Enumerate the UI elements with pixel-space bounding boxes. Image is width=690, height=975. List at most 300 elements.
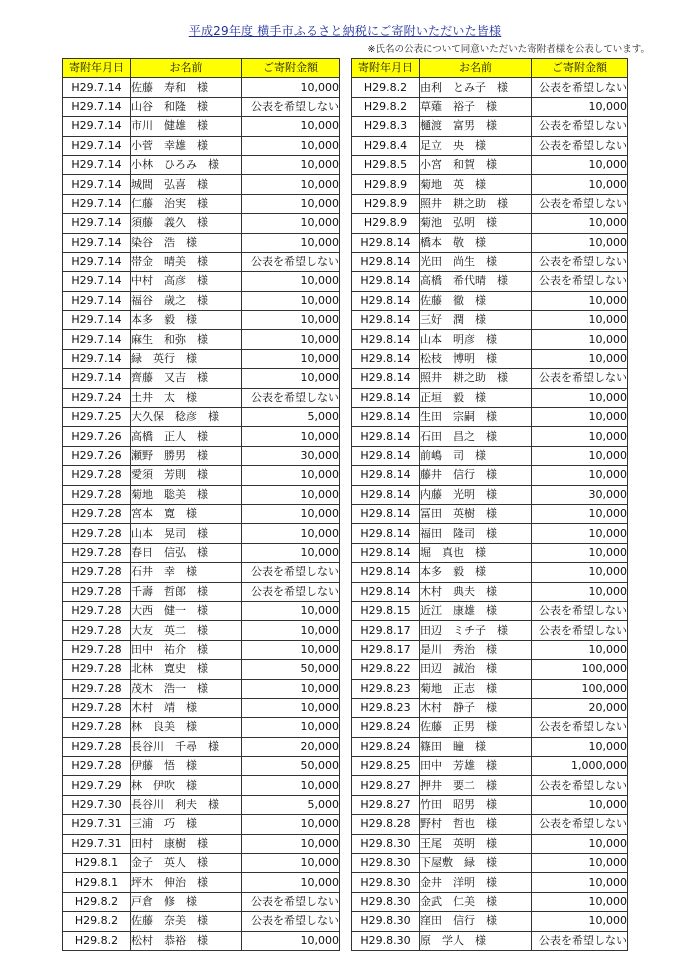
table-row [63,815,340,834]
donor-name: 藤井 信行 様 [420,466,532,485]
donation-amount: 100,000 [532,660,628,679]
donation-date: H29.7.28 [63,757,131,776]
donor-name: 緑 英行 様 [131,349,242,368]
table-row [63,272,340,291]
table-row [352,291,628,310]
donation-date: H29.8.14 [352,504,420,523]
donor-name: 本多 毅 様 [131,311,242,330]
donor-name: 茂木 浩一 様 [131,679,242,698]
donation-date: H29.8.24 [352,737,420,756]
table-row [63,718,340,737]
donor-name: 照井 耕之助 様 [420,369,532,388]
donation-amount: 10,000 [242,776,340,795]
table-row [352,214,628,233]
table-row [63,776,340,795]
table-row [63,369,340,388]
donation-amount: 10,000 [532,97,628,116]
table-row [352,524,628,543]
donation-amount: 10,000 [532,349,628,368]
donation-amount: 10,000 [532,834,628,853]
donor-name: 三浦 巧 様 [131,815,242,834]
donor-name: 帯金 晴美 様 [131,252,242,271]
table-row [63,873,340,892]
donation-amount: 10,000 [532,737,628,756]
table-row [63,466,340,485]
table-row [63,117,340,136]
donor-name: 橋本 敬 様 [420,233,532,252]
header-amount: ご寄附金額 [242,59,340,78]
donation-date: H29.7.14 [63,272,131,291]
table-row [63,834,340,853]
donation-amount: 10,000 [242,679,340,698]
donor-name: 松村 恭裕 様 [131,931,242,950]
donation-amount: 10,000 [532,873,628,892]
donor-name: 千壽 哲郎 様 [131,582,242,601]
donation-amount: 10,000 [242,718,340,737]
donation-date: H29.8.14 [352,369,420,388]
donation-date: H29.7.14 [63,194,131,213]
donor-name: 土井 太 様 [131,388,242,407]
donation-amount: 公表を希望しない [532,718,628,737]
donor-name: 前嶋 司 様 [420,446,532,465]
donation-date: H29.8.23 [352,698,420,717]
donation-amount: 10,000 [242,504,340,523]
donation-amount: 10,000 [532,912,628,931]
donation-date: H29.8.23 [352,679,420,698]
donor-name: 本多 毅 様 [420,563,532,582]
donor-name: 生田 宗嗣 様 [420,408,532,427]
donation-amount: 10,000 [242,854,340,873]
donation-date: H29.7.28 [63,621,131,640]
donation-amount: 10,000 [532,640,628,659]
donation-date: H29.7.14 [63,117,131,136]
donor-name: 光田 尚生 様 [420,252,532,271]
donation-date: H29.8.30 [352,912,420,931]
donation-amount: 10,000 [532,214,628,233]
donation-date: H29.8.14 [352,524,420,543]
donation-date: H29.7.31 [63,815,131,834]
donation-amount: 10,000 [242,427,340,446]
donation-date: H29.7.29 [63,776,131,795]
donation-amount: 20,000 [532,698,628,717]
donation-date: H29.7.14 [63,349,131,368]
table-row [352,485,628,504]
table-row [63,854,340,873]
donation-date: H29.8.30 [352,834,420,853]
table-row [63,640,340,659]
donation-date: H29.8.14 [352,233,420,252]
table-row [63,311,340,330]
donor-name: 是川 秀治 様 [420,640,532,659]
donation-amount: 30,000 [532,485,628,504]
donor-name: 長谷川 千尋 様 [131,737,242,756]
table-row [352,369,628,388]
table-row [352,349,628,368]
donation-amount: 公表を希望しない [532,776,628,795]
donation-amount: 10,000 [242,873,340,892]
donation-date: H29.8.14 [352,311,420,330]
donation-amount: 10,000 [242,136,340,155]
donation-amount: 10,000 [532,504,628,523]
donation-amount: 公表を希望しない [242,582,340,601]
donation-amount: 50,000 [242,757,340,776]
donation-date: H29.7.31 [63,834,131,853]
donation-amount: 10,000 [532,524,628,543]
donation-amount: 10,000 [532,311,628,330]
donor-name: 正垣 毅 様 [420,388,532,407]
donation-date: H29.7.14 [63,330,131,349]
donation-amount: 10,000 [532,854,628,873]
donation-date: H29.7.28 [63,698,131,717]
table-row [63,291,340,310]
table-row [63,349,340,368]
donation-date: H29.8.14 [352,330,420,349]
donation-amount: 10,000 [242,311,340,330]
table-row [63,330,340,349]
table-row [352,543,628,562]
donation-amount: 10,000 [242,621,340,640]
donor-name: 小林 ひろみ 様 [131,155,242,174]
donation-amount: 公表を希望しない [532,601,628,620]
donor-name: 松枝 博明 様 [420,349,532,368]
donation-amount: 20,000 [242,737,340,756]
table-row [352,272,628,291]
donation-date: H29.8.9 [352,175,420,194]
donor-name: 田村 康樹 様 [131,834,242,853]
donor-name: 金子 英人 様 [131,854,242,873]
table-row [352,504,628,523]
donation-date: H29.8.1 [63,873,131,892]
donation-amount: 公表を希望しない [532,369,628,388]
table-row [63,757,340,776]
donation-date: H29.8.2 [63,892,131,911]
donor-name: 金武 仁美 様 [420,892,532,911]
donor-name: 近江 康雄 様 [420,601,532,620]
donation-date: H29.7.28 [63,601,131,620]
donation-amount: 公表を希望しない [532,931,628,950]
donor-name: 大久保 稔彦 様 [131,408,242,427]
donor-name: 春日 信弘 様 [131,543,242,562]
donor-name: 愛須 芳則 様 [131,466,242,485]
donation-amount: 10,000 [242,330,340,349]
donation-amount: 10,000 [242,175,340,194]
donation-date: H29.7.14 [63,291,131,310]
donation-date: H29.7.14 [63,155,131,174]
donor-name: 福田 隆司 様 [420,524,532,543]
donation-date: H29.8.14 [352,543,420,562]
donation-amount: 公表を希望しない [532,272,628,291]
donation-amount: 10,000 [242,815,340,834]
donation-amount: 5,000 [242,795,340,814]
header-date: 寄附年月日 [352,59,420,78]
donation-amount: 10,000 [532,408,628,427]
donation-date: H29.8.14 [352,446,420,465]
donation-amount: 10,000 [242,543,340,562]
donation-date: H29.8.14 [352,291,420,310]
donation-date: H29.8.5 [352,155,420,174]
donor-name: 内藤 光明 様 [420,485,532,504]
donor-name: 菊池 弘明 様 [420,214,532,233]
donor-name: 麻生 和弥 様 [131,330,242,349]
table-row [352,466,628,485]
donation-date: H29.7.14 [63,97,131,116]
table-row [352,252,628,271]
donor-name: 由利 とみ子 様 [420,78,532,97]
donation-date: H29.8.30 [352,854,420,873]
table-row [63,601,340,620]
donation-amount: 10,000 [242,601,340,620]
table-header-row [63,59,340,78]
donor-name: 菊地 聡美 様 [131,485,242,504]
donation-date: H29.8.14 [352,408,420,427]
donation-amount: 10,000 [532,427,628,446]
table-row [352,175,628,194]
donation-amount: 10,000 [242,369,340,388]
table-row [63,543,340,562]
donation-date: H29.8.28 [352,815,420,834]
donation-date: H29.7.24 [63,388,131,407]
donation-date: H29.8.14 [352,272,420,291]
donor-name: 佐藤 奈美 様 [131,912,242,931]
page-title: 平成29年度 横手市ふるさと納税にご寄附いただいた皆様 [188,24,502,38]
donor-name: 長谷川 利夫 様 [131,795,242,814]
donor-name: 木村 静子 様 [420,698,532,717]
donation-date: H29.7.14 [63,369,131,388]
table-row [63,931,340,950]
donation-amount: 10,000 [242,524,340,543]
table-row [63,427,340,446]
table-row [63,563,340,582]
table-row [352,873,628,892]
donation-date: H29.8.9 [352,214,420,233]
table-row [63,504,340,523]
table-row [352,97,628,116]
donor-rows-right [352,78,628,951]
donation-date: H29.7.28 [63,582,131,601]
donation-amount: 公表を希望しない [532,194,628,213]
donation-date: H29.8.22 [352,660,420,679]
donor-name: 王尾 英明 様 [420,834,532,853]
donation-date: H29.7.14 [63,136,131,155]
donation-date: H29.8.15 [352,601,420,620]
donation-date: H29.8.2 [352,78,420,97]
table-row [63,252,340,271]
table-row [352,912,628,931]
donation-amount: 10,000 [242,291,340,310]
table-row [352,194,628,213]
donor-name: 菊地 英 様 [420,175,532,194]
table-row [352,640,628,659]
donation-amount: 10,000 [242,834,340,853]
table-row [63,136,340,155]
donation-amount: 公表を希望しない [532,78,628,97]
donor-name: 佐藤 正男 様 [420,718,532,737]
table-row [63,737,340,756]
donation-date: H29.7.28 [63,504,131,523]
donation-amount: 公表を希望しない [242,563,340,582]
table-row [352,78,628,97]
donor-name: 瀬野 勝男 様 [131,446,242,465]
donor-name: 木村 典夫 様 [420,582,532,601]
donor-name: 小菅 幸雄 様 [131,136,242,155]
donation-date: H29.7.28 [63,718,131,737]
donation-date: H29.8.2 [63,912,131,931]
donation-date: H29.8.14 [352,349,420,368]
table-row [63,660,340,679]
donation-date: H29.8.14 [352,485,420,504]
table-row [63,795,340,814]
donation-date: H29.8.27 [352,795,420,814]
donor-name: 三好 潤 様 [420,311,532,330]
table-row [352,117,628,136]
donor-name: 高橋 希代晴 様 [420,272,532,291]
donor-name: 田中 芳雄 様 [420,757,532,776]
donor-name: 小宮 和賀 様 [420,155,532,174]
table-row [352,446,628,465]
donation-date: H29.7.14 [63,175,131,194]
donor-name: 市川 健雄 様 [131,117,242,136]
donation-date: H29.8.14 [352,466,420,485]
donation-amount: 10,000 [532,795,628,814]
donation-amount: 10,000 [242,194,340,213]
donation-amount: 10,000 [532,291,628,310]
donor-rows-left [63,78,340,951]
table-row [352,311,628,330]
donor-name: 冨田 英樹 様 [420,504,532,523]
donation-date: H29.8.14 [352,582,420,601]
donation-amount: 10,000 [242,640,340,659]
donation-date: H29.8.14 [352,427,420,446]
donor-name: 堀 真也 様 [420,543,532,562]
table-row [63,892,340,911]
donation-date: H29.8.14 [352,563,420,582]
table-row [63,485,340,504]
donation-amount: 10,000 [532,563,628,582]
donation-date: H29.7.30 [63,795,131,814]
donor-name: 石井 幸 様 [131,563,242,582]
donor-name: 伊藤 悟 様 [131,757,242,776]
donor-name: 照井 耕之助 様 [420,194,532,213]
table-row [352,737,628,756]
donation-date: H29.7.28 [63,679,131,698]
donor-name: 福谷 歳之 様 [131,291,242,310]
donation-amount: 10,000 [532,233,628,252]
donor-name: 田中 祐介 様 [131,640,242,659]
donation-amount: 10,000 [532,155,628,174]
donation-amount: 30,000 [242,446,340,465]
donor-name: 大友 英二 様 [131,621,242,640]
donor-name: 林 良美 様 [131,718,242,737]
donor-name: 齊藤 又吉 様 [131,369,242,388]
table-row [63,698,340,717]
table-row [63,524,340,543]
donation-amount: 公表を希望しない [242,252,340,271]
donation-amount: 10,000 [242,931,340,950]
table-row [63,175,340,194]
donor-name: 大西 健一 様 [131,601,242,620]
donor-name: 足立 央 様 [420,136,532,155]
table-row [352,582,628,601]
donation-amount: 公表を希望しない [532,815,628,834]
donation-date: H29.7.28 [63,524,131,543]
table-row [63,388,340,407]
donation-amount: 10,000 [242,466,340,485]
donation-amount: 10,000 [242,349,340,368]
table-row [63,233,340,252]
table-row [352,388,628,407]
donation-date: H29.8.1 [63,854,131,873]
donation-date: H29.8.24 [352,718,420,737]
donation-date: H29.7.26 [63,427,131,446]
table-row [352,892,628,911]
donation-amount: 10,000 [242,117,340,136]
donor-name: 戸倉 修 様 [131,892,242,911]
donation-date: H29.7.28 [63,485,131,504]
donation-amount: 10,000 [532,175,628,194]
donation-amount: 公表を希望しない [242,892,340,911]
donation-amount: 10,000 [242,78,340,97]
donation-date: H29.7.14 [63,78,131,97]
donation-date: H29.7.28 [63,640,131,659]
table-row [352,601,628,620]
donation-date: H29.8.17 [352,640,420,659]
donor-table-right [351,58,628,951]
table-row [63,214,340,233]
donation-amount: 10,000 [532,543,628,562]
donor-name: 野村 哲也 様 [420,815,532,834]
donation-amount: 100,000 [532,679,628,698]
donor-name: 城間 弘喜 様 [131,175,242,194]
table-row [352,233,628,252]
donor-name: 木村 靖 様 [131,698,242,717]
header-name: お名前 [131,59,242,78]
donor-name: 田辺 誠治 様 [420,660,532,679]
donor-name: 林 伊吹 様 [131,776,242,795]
table-row [63,408,340,427]
donation-amount: 10,000 [242,272,340,291]
header-date: 寄附年月日 [63,59,131,78]
donation-amount: 50,000 [242,660,340,679]
donor-name: 北林 寛史 様 [131,660,242,679]
donation-date: H29.8.3 [352,117,420,136]
table-row [63,446,340,465]
donor-name: 山本 明彦 様 [420,330,532,349]
table-row [352,621,628,640]
donation-amount: 公表を希望しない [532,117,628,136]
disclosure-note: ※氏名の公表について同意いただいた寄附者様を公表しています。 [367,44,650,55]
table-row [63,97,340,116]
donor-name: 窪田 信行 様 [420,912,532,931]
table-row [63,155,340,174]
donation-amount: 10,000 [532,330,628,349]
donor-name: 樋渡 富男 様 [420,117,532,136]
donor-name: 佐藤 寿和 様 [131,78,242,97]
donation-date: H29.7.28 [63,737,131,756]
table-row [63,621,340,640]
table-row [352,854,628,873]
header-name: お名前 [420,59,532,78]
donor-name: 山谷 和隆 様 [131,97,242,116]
donation-date: H29.7.25 [63,408,131,427]
table-row [352,427,628,446]
table-header-row [352,59,628,78]
table-row [352,698,628,717]
donation-date: H29.7.14 [63,252,131,271]
donation-date: H29.8.4 [352,136,420,155]
table-row [63,582,340,601]
donor-name: 押井 要二 様 [420,776,532,795]
donation-date: H29.8.30 [352,892,420,911]
